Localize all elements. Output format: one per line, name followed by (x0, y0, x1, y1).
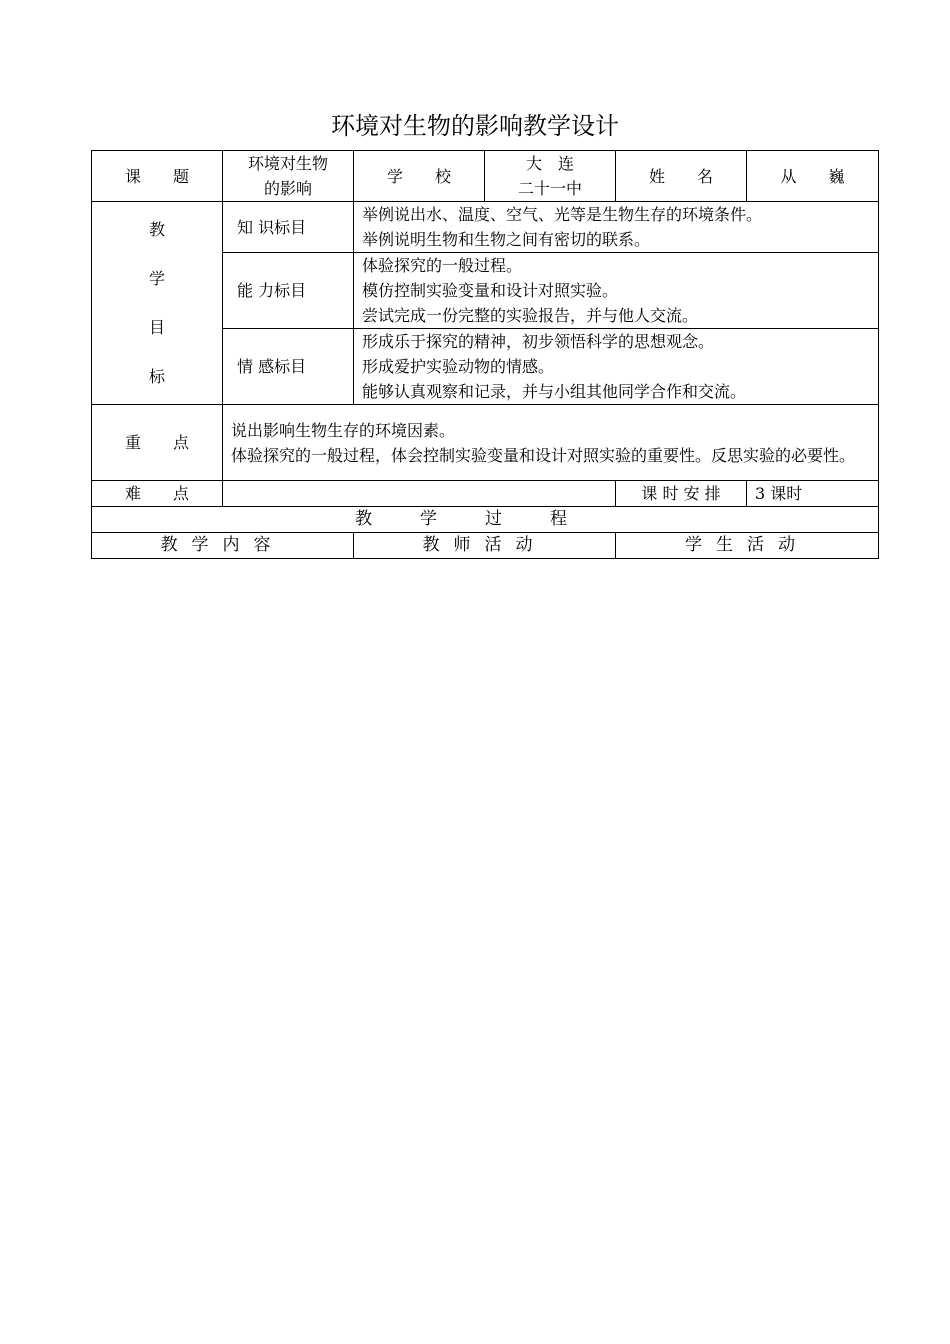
column-student-activity: 学生活动 (616, 533, 879, 559)
name-value: 从 巍 (747, 151, 879, 202)
content-line: 体验探究的一般过程，体会控制实验变量和设计对照实验的重要性。反思实验的必要性。 (231, 445, 856, 465)
ability-goal-content (354, 253, 879, 329)
name-label: 姓 名 (616, 151, 747, 202)
knowledge-goal-content (354, 202, 879, 253)
school-value-line: 二十一中 (517, 179, 582, 198)
lesson-plan-table (91, 150, 879, 559)
topic-value (223, 151, 354, 202)
goal-char: 教 (148, 220, 165, 239)
difficulty-label: 难 点 (92, 481, 223, 507)
topic-label: 课 题 (92, 151, 223, 202)
topic-value-line: 环境对生物 (247, 154, 328, 173)
key-points-content (223, 405, 879, 481)
key-points-row (92, 405, 879, 481)
content-line: 说出影响生物生存的环境因素。 (231, 420, 456, 440)
content-line: 尝试完成一份完整的实验报告，并与他人交流。 (362, 306, 699, 325)
school-value (485, 151, 616, 202)
knowledge-goal-label: 知 识标目 (223, 202, 354, 253)
column-teaching-content: 教学内容 (92, 533, 354, 559)
content-line: 模仿控制实验变量和设计对照实验。 (362, 281, 619, 300)
content-line: 能够认真观察和记录，并与小组其他同学合作和交流。 (362, 382, 747, 401)
content-line: 体验探究的一般过程。 (362, 256, 523, 275)
content-line: 举例说明生物和生物之间有密切的联系。 (362, 230, 651, 249)
goal-char: 学 (148, 269, 165, 288)
difficulty-row (92, 481, 879, 507)
key-points-label: 重 点 (92, 405, 223, 481)
emotion-goal-content (354, 329, 879, 405)
teaching-goals-label (92, 202, 223, 405)
schedule-label: 课 时 安 排 (616, 481, 747, 507)
topic-value-line: 的影响 (263, 179, 312, 198)
difficulty-value (223, 481, 616, 507)
goal-char: 标 (148, 367, 165, 386)
column-teacher-activity: 教师活动 (354, 533, 616, 559)
process-columns-row (92, 533, 879, 559)
content-line: 形成乐于探究的精神，初步领悟科学的思想观念。 (362, 332, 715, 351)
process-heading-row (92, 507, 879, 533)
content-line: 形成爱护实验动物的情感。 (362, 357, 555, 376)
schedule-value: 3 课时 (747, 481, 879, 507)
emotion-goal-label: 情 感标目 (223, 329, 354, 405)
header-row (92, 151, 879, 202)
ability-goal-label: 能 力标目 (223, 253, 354, 329)
process-heading: 教学过程 (92, 507, 879, 533)
goal-char: 目 (148, 318, 165, 337)
school-value-line: 大 连 (525, 154, 574, 173)
page-title: 环境对生物的影响教学设计 (331, 112, 619, 140)
content-line: 举例说出水、温度、空气、光等是生物生存的环境条件。 (362, 205, 763, 224)
objective-knowledge-row (92, 202, 879, 253)
school-label: 学 校 (354, 151, 485, 202)
